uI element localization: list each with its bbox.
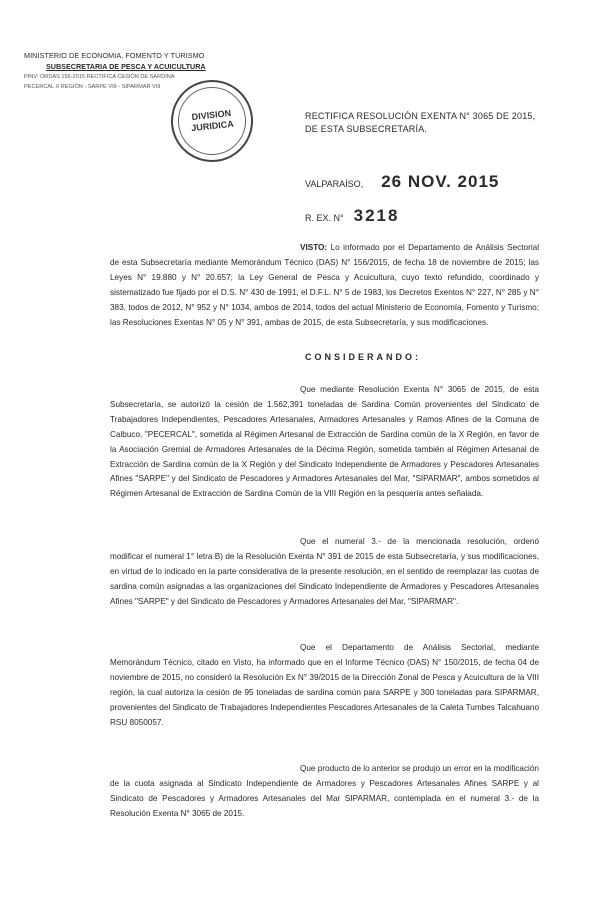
visto-label: VISTO: [300,243,328,252]
reference-line-2: DE ESTA SUBSECRETARÍA. [305,124,428,134]
considerando-paragraph-2: Que el numeral 3.- de la mencionada resolución, ordenó modificar el numeral 1° letra B) de la Resolución Exenta N° 391 de 2015 de esta Subsecretaría, y sus modificaciones, en virtud de lo indicado en la parte considerativa de la presente resolución, en el sentido de reemplazar las cuotas de sardina común asignadas a las organizaciones del Sindicato Independiente de Armadores y Pescadores Artesanales Afines "SARPE" y del Sindicato de Pescadores y Armadores Artesanales del Mar, "SIPARMAR". [110,537,539,606]
ministry-name: MINISTERIO DE ECONOMIA, FOMENTO Y TURISMO [24,51,205,60]
reference-line-1: RECTIFICA RESOLUCIÓN EXENTA N° 3065 DE 2015, [305,111,536,121]
considerando-paragraph-3: Que el Departamento de Análisis Sectorial, mediante Memorándum Técnico, citado en Visto, ha informado que en el Informe Técnico (DAS) N° 150/2015, de fecha 04 de noviembre de 2015, no consideró la Resolución Ex N° 39/2015 de la Dirección Zonal de Pesca y Acuicultura de la VIII región, la cual autoriza la cesión de 95 toneladas de sardina común para SARPE y 300 toneladas para SIPARMAR, provenientes del Sindicato de Trabajadores Independientes Pescadores Artesanales de la Caleta Tumbes Talcahuano RSU 8050057. [110,643,539,727]
visto-paragraph [110,241,539,330]
considerando-heading: CONSIDERANDO: [305,352,422,362]
subsecretaria-name: SUBSECRETARIA DE PESCA Y ACUICULTURA [46,62,206,71]
date-line [305,172,499,192]
resolution-reference [305,110,535,136]
stamp-line-1: DIVISION [191,107,232,123]
resolution-label: R. EX. N° [305,213,344,223]
date-stamp-value: 26 NOV. 2015 [381,172,500,191]
stamp-line-2: JURIDICA [190,118,235,134]
visto-text: Lo informado por el Departamento de Análisis Sectorial de esta Subsecretaría mediante Memorándum Técnico (DAS) N° 156/2015, de fecha 18 de noviembre de 2015; las Leyes N° 19.880 y N° 20.657; la Ley General de Pesca y Acuicultura, cuyo texto refundido, coordinado y sistematizado fue fijado por el D.S. N° 430 de 1991, el D.F.L. N° 5 de 1983, los Decretos Exentos N° 227, N° 285 y N° 383, todos de 2012, N° 952 y N° 1034, ambos de 2014, todos del actual Ministerio de Economía, Fomento y Turismo; las Resoluciones Exentas N° 05 y N° 391, ambas de 2015, de esta Subsecretaría, y sus modificaciones. [110,243,540,327]
considerando-paragraph-4: Que producto de lo anterior se produjo un error en la modificación de la cuota asignada al Sindicato Independiente de Armadores y Pescadores Artesanales Afines SARPE y al Sindicato de Pescadores y Armadores Artesanales del Mar SIPARMAR, contemplada en el numeral 3.- de la Resolución Exenta N° 3065 de 2015. [110,764,539,818]
internal-reference-line-2: PECERCAL X REGIÓN - SARPE VIII - SIPARMAR VIII [24,84,161,90]
considerando-paragraph-1: Que mediante Resolución Exenta N° 3065 de 2015, de esta Subsecretaría, se autorizó la cesión de 1.562,391 toneladas de Sardina Común provenientes del Sindicato de Trabajadores Independientes, Pescadores Artesanales, Armadores Artesanales y Ramos Afines de la Comuna de Calbuco, "PECERCAL", sometida al Régimen Artesanal de Extracción de Sardina común de la X Región, en favor de la Asociación Gremial de Armadores Artesanales de la Décima Región, sometida también al Régimen Artesanal de Extracción de Sardina común de la X Región y del Sindicato Independiente de Armadores y Pescadores Artesanales Afines "SARPE" y del Sindicato de Pescadores y Armadores Artesanales del Mar, "SIPARMAR", ambos sometidos al Régimen Artesanal de Extracción de Sardina Común de la VIII Región en la pesquería antes señalada. [110,385,539,499]
date-city: VALPARAÍSO, [305,179,364,189]
resolution-number-line [305,206,399,226]
resolution-number: 3218 [353,206,400,225]
internal-reference-line-1: PINV: ORDAS 156-2015 RECTIFICA CESIÓN DE SARDINA [24,74,175,80]
